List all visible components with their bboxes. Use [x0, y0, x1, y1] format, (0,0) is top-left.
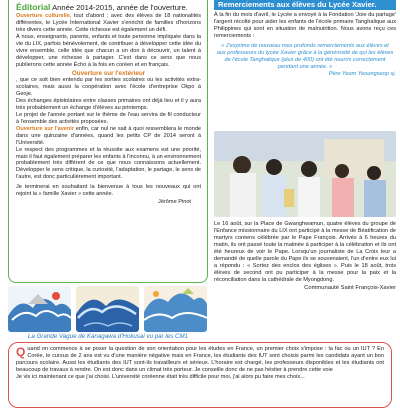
orientation-body: uand on commence à se poser la question de son orientation pour les études en France, un premier choix s'impose : la fac ou un IUT ? En Corée, le cursus de 2 ans est vu d'une manière négative mais en France, les étudiants des IUT sont choisis parmi les candidats ayant un bon parcours scolaire. Aussi les étudiants des IUT sont-ils travailleurs et sérieux. L'horaire est chargé, les professeurs disponibles et les étudiants ont beaucoup de travaux à rendre. On est donc dans un climat très porteur. Je conseille donc de ne pas hésiter à prendre cette voie [16, 346, 384, 374]
student-artwork-row [8, 286, 208, 332]
editorial-paragraph-1 [16, 13, 201, 34]
event-photo [214, 131, 396, 217]
artwork-wave-3 [144, 286, 207, 332]
section-head-exterior: Ouverture sur l'extérieur [71, 69, 146, 77]
editorial-title [16, 3, 201, 12]
editorial-box [8, 0, 208, 283]
section-text: enfin, car nul ne sait à quoi ressemblera le monde dans une quinzaine d'années, quand les petits CP de 2014 seront à l'Université. [16, 125, 201, 146]
editorial-signature: Jérôme Pinot [158, 199, 191, 206]
section-head-future: Ouverture sur l'avenir [16, 125, 74, 132]
event-section [214, 219, 396, 291]
section-head-culture: Ouverture culturelle [16, 13, 70, 19]
editorial-paragraph-2: À nous, enseignants, parents, enfants et toute personne impliquée dans la vie du LIX, parfois bénévolement, de contribuer à développer cette idée du vivre ensemble, celle idée que chacun a un don à découvrir, un talent à développer, une richesse à partager. C'est dans ce sens que nous publierons cette année Écho à la fois en coréen et en français. [16, 33, 201, 68]
orientation-text-2: Je vis ici maintenant ce que j'ai choisi. L'université coréenne était très difficile pour moi, j'ai alors pu faire mes choix... [16, 374, 305, 381]
orientation-text [16, 346, 384, 374]
section-text: , que ce soit bien entendu par les sorties scolaires ou les activités extra-scolaires, mais aussi la coopération avec l'école d'entreprise Okpo à Geoje. [16, 77, 201, 97]
thanks-quote: « J'exprime de nouveau mes profonds remerciements aux élèves et aux professeurs du lycée Xavier grâce à la générosité de qui les élèves de l'école Tanghalique (plus de 400) ont été nourris correctement pendant une année. » [216, 43, 394, 71]
thanks-intro: À la fin du mois d'avril, le Lycée a envoyé à la Fondation 'Joie du partage' l'argent récolté pour aider les enfants de l'école primaire Tanghalique aux Philippines qui sont en situation de malnutrition. Nous avons reçu ces remerciements : [214, 12, 396, 40]
editorial-paragraph-3 [16, 77, 201, 98]
artwork-wave-1 [8, 286, 71, 332]
drop-cap: Q [16, 345, 26, 359]
right-signature: Communauté Saint François-Xavier [304, 285, 396, 292]
editorial-closing: Je terminerai en souhaitant la bienvenue à tous les nouveaux qui ont rejoint la « famille Xavier » cette année. [16, 184, 201, 198]
editorial-paragraph-6 [16, 126, 201, 147]
artwork-wave-2 [76, 286, 139, 332]
editorial-paragraph-7: Le respect des programmes et la réussite aux examens est une priorité, mais il faut également préparer les enfants à l'inconnu, à un environnement probablement très différent de ce que nous connaissons actuellement. Développer le sens critique, la curiosité, l'adaptation, le partage, le sens de l'autre, est donc particulièrement important. [16, 146, 201, 181]
editorial-title-rest: Année 2014-2015, année de l'ouverture. [50, 3, 188, 12]
editorial-title-word: Éditorial [16, 2, 51, 12]
editorial-paragraph-5: Le projet de l'année portant sur le thème de l'eau servira de fil conducteur à l'ensemble des activités proposées. [16, 111, 201, 125]
thanks-heading: Remerciements aux élèves du Lycée Xavier. [214, 0, 396, 10]
orientation-box [8, 342, 392, 408]
event-text: Le 16 août, sur la Place de Gwanghwamun, quatre élèves du groupe de l'Enfance missionnaire du LIX ont participé à la messe de Béatification de martyrs coréens célébrée par le Pape François. Arrivés à 6 heures du matin, ils ont passé toute la matinée à participer à la célébration et ils ont été heureux de voir le Pape. Lorsqu'un journaliste de La Croix leur a demandé de quelle parole du Pape ils se souvenaient, l'un d'entre eux lui a répondu : « Sortez des enclos des églises ». Puis le 18 août, trois élèves de second ont pu participer à la messe pour la paix et la réconciliation dans la cathédrale de Myongdong. [214, 221, 396, 284]
section-text: , tout d'abord ; avec des élèves de 18 nationalités différentes, le Lycée International Xavier s'enrichit de familles d'horizons très divers cette année. Cette richesse est également un défi. [16, 13, 201, 33]
right-column [214, 0, 396, 340]
quote-author: Père Yeom Yeoungseop sj. [328, 71, 396, 78]
editorial-paragraph-4: Des échanges épistolaires entre classes primaires ont déjà lieu et il y aura très probablement un échange d'élèves au printemps. [16, 97, 201, 111]
artwork-caption: La Grande Vague de Kanagawa d'Hokusai vu par les CM1 [27, 333, 189, 340]
